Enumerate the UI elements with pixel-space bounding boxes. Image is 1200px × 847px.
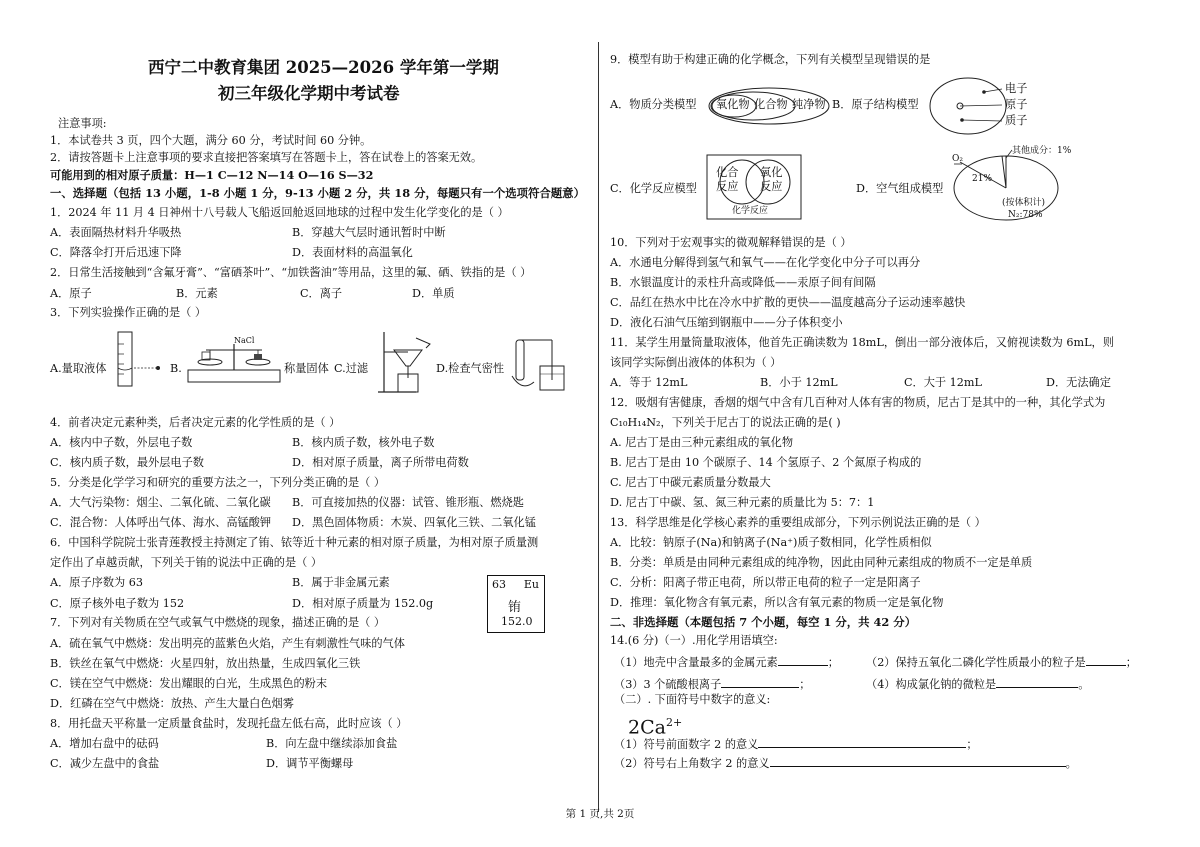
q10-option-b: B．水银温度计的汞柱升高或降低——汞原子间有间隔 <box>610 276 876 289</box>
filtration-figure <box>376 330 436 396</box>
q2-option-a: A．原子 <box>50 287 92 300</box>
q6-option-d: D．相对原子质量为 152.0g <box>292 597 434 610</box>
q13-stem: 13．科学思维是化学核心素养的重要组成部分，下列示例说法正确的是（ ） <box>610 516 986 529</box>
q3-option-b-text: 称量固体 <box>284 362 329 375</box>
q9-b-label-proton: 质子 <box>1005 114 1028 127</box>
q3-stem: 3．下列实验操作正确的是（ ） <box>50 306 207 319</box>
note-1: 1．本试卷共 3 页，四个大题，满分 60 分，考试时间 60 分钟。 <box>50 134 372 147</box>
q14-part-two-heading: （二）. 下面符号中数字的意义: <box>614 693 771 706</box>
q14-part-3-text: （3）3 个硫酸根离子 <box>614 678 722 691</box>
q9-c-label-reaction-2: 反应 <box>760 180 783 193</box>
q10-option-a: A．水通电分解得到氢气和氧气——在化学变化中分子可以再分 <box>610 256 921 269</box>
q9-c-label-reaction-1: 反应 <box>716 180 739 193</box>
q1-option-b: B．穿越大气层时通讯暂时中断 <box>292 226 446 239</box>
title-line-2: 初三年级化学期中考试卷 <box>218 84 400 103</box>
q13-option-a: A．比较：钠原子(Na)和钠离子(Na⁺)质子数相同，化学性质相似 <box>610 536 932 549</box>
q8-option-a: A．增加右盘中的砝码 <box>50 737 159 750</box>
q9-b-label-atom: 原子 <box>1005 98 1028 111</box>
q12-stem-1: 12．吸烟有害健康，香烟的烟气中含有几百种对人体有害的物质，尼古丁是其中的一种，其化学式为 <box>610 396 1106 409</box>
q9-stem: 9．模型有助于构建正确的化学概念，下列有关模型呈现错误的是 <box>610 53 931 66</box>
q14-part-4 <box>866 676 1089 692</box>
q8-stem: 8．用托盘天平称量一定质量食盐时，发现托盘左低右高，此时应该（ ） <box>50 717 408 730</box>
notes-heading: 注意事项: <box>58 117 107 130</box>
q14-blank-2[interactable] <box>1086 654 1126 666</box>
q11-option-c: C．大于 12mL <box>904 376 982 389</box>
element-symbol: Eu <box>523 578 539 591</box>
q14-blank-4[interactable] <box>996 676 1078 688</box>
q7-stem: 7．下列对有关物质在空气或氧气中燃烧的现象，描述正确的是（ ） <box>50 616 386 629</box>
q14-part-1 <box>614 654 839 670</box>
q14-part-4-text: （4）构成氯化钠的微粒是 <box>866 678 997 691</box>
q14-part-1-text: （1）地壳中含量最多的金属元素 <box>614 656 778 669</box>
q14-meaning-2 <box>614 755 1077 771</box>
q2-option-d: D．单质 <box>412 287 455 300</box>
q2-option-b: B．元素 <box>176 287 218 300</box>
q14-meaning-1-sep: ； <box>966 738 978 751</box>
q9-d-label-other: 其他成分：1% <box>1012 146 1072 156</box>
q4-option-d: D．相对原子质量，离子所带电荷数 <box>292 456 469 469</box>
q14-meaning-1 <box>614 736 978 752</box>
q11-stem-2: 该同学实际倒出液体的体积为（ ） <box>610 356 782 369</box>
q5-stem: 5．分类是化学学习和研究的重要方法之一，下列分类正确的是（ ） <box>50 476 386 489</box>
q8-option-b: B．向左盘中继续添加食盐 <box>266 737 398 750</box>
q3-option-a: A.量取液体 <box>50 362 107 375</box>
q8-option-d: D．调节平衡螺母 <box>266 757 354 770</box>
q1-option-d: D．表面材料的高温氧化 <box>292 246 413 259</box>
q3-nacl-label: NaCl <box>234 336 255 345</box>
q4-stem: 4．前者决定元素种类，后者决定元素的化学性质的是（ ） <box>50 416 341 429</box>
q9-c-label-chemical-reaction: 化学反应 <box>732 206 769 216</box>
atom-structure-figure <box>926 76 1006 136</box>
q7-option-d: D．红磷在空气中燃烧：放热、产生大量白色烟雾 <box>50 697 294 710</box>
q14-blank-3[interactable] <box>721 676 799 688</box>
atomic-masses: 可能用到的相对原子质量：H—1 C—12 N—14 O—16 S—32 <box>50 168 374 182</box>
q14-blank-5[interactable] <box>758 736 966 748</box>
q2-stem: 2．日常生活接触到“含氟牙膏”、“富硒茶叶”、“加铁酱油”等用品，这里的氟、硒、铁指的是（ ） <box>50 266 532 279</box>
q11-stem-1: 11．某学生用量筒量取液体，他首先正确读数为 18mL，倒出一部分液体后，又俯视读数为 6mL，则 <box>610 336 1114 349</box>
q6-option-a: A．原子序数为 63 <box>50 576 143 589</box>
q4-option-a: A．核内中子数，外层电子数 <box>50 436 193 449</box>
q11-option-a: A．等于 12mL <box>610 376 688 389</box>
q1-stem: 1．2024 年 11 月 4 日神州十八号载人飞船返回舱返回地球的过程中发生化学变化的是（ ） <box>50 206 509 219</box>
section-2-heading: 二、非选择题（本题包括 7 个小题，每空 1 分，共 42 分） <box>610 615 917 629</box>
q14-meaning-2-text: （2）符号右上角数字 2 的意义 <box>614 757 770 770</box>
q5-option-a: A．大气污染物：烟尘、二氧化硫、二氧化碳 <box>50 496 271 509</box>
q12-stem-2: C₁₀H₁₄N₂，下列关于尼古丁的说法正确的是( ) <box>610 416 841 429</box>
q12-option-d: D. 尼古丁中碳、氢、氮三种元素的质量比为 5：7：1 <box>610 496 875 509</box>
q14-part-4-end: 。 <box>1078 678 1090 691</box>
q14-blank-1[interactable] <box>778 654 828 666</box>
q14-part-3 <box>614 676 811 692</box>
air-composition-figure <box>952 150 1062 222</box>
section-1-heading: 一、选择题（包括 13 小题，1-8 小题 1 分，9-13 小题 2 分，共 18 分，每题只有一个选项符合题意） <box>50 186 585 200</box>
q7-option-b: B．铁丝在氧气中燃烧：火星四射，放出热量，生成四氧化三铁 <box>50 657 361 670</box>
element-name: 铕 <box>508 600 522 615</box>
q9-d-label-o2: O₂ <box>952 154 963 164</box>
q2-option-c: C．离子 <box>300 287 343 300</box>
q9-c-label-combination: 化合 <box>716 166 739 179</box>
q10-option-d: D．液化石油气压缩到钢瓶中——分子体积变小 <box>610 316 843 329</box>
q1-option-a: A．表面隔热材料升华吸热 <box>50 226 182 239</box>
q11-option-b: B．小于 12mL <box>760 376 838 389</box>
q12-option-c: C. 尼古丁中碳元素质量分数最大 <box>610 476 771 489</box>
q13-option-b: B．分类：单质是由同种元素组成的纯净物，因此由同种元素组成的物质不一定是单质 <box>610 556 1033 569</box>
q9-d-label-21pct: 21% <box>972 174 993 184</box>
q9-option-a: A．物质分类模型 <box>610 98 697 111</box>
q10-option-c: C．品红在热水中比在冷水中扩散的更快——温度越高分子运动速率越快 <box>610 296 966 309</box>
graduated-cylinder-figure <box>112 330 162 390</box>
q14-formula-text: 2Ca <box>628 716 666 739</box>
q6-stem-1: 6．中国科学院院士张青莲教授主持测定了铕、铱等近十种元素的相对原子质量，为相对原子质量测 <box>50 536 539 549</box>
column-divider <box>598 42 599 812</box>
q9-option-c: C．化学反应模型 <box>610 182 697 195</box>
q14-meaning-1-text: （1）符号前面数字 2 的意义 <box>614 738 759 751</box>
note-2: 2．请按答题卡上注意事项的要求直接把答案填写在答题卡上，答在试卷上的答案无效。 <box>50 151 483 164</box>
q14-formula <box>628 712 682 738</box>
q6-option-b: B．属于非金属元素 <box>292 576 390 589</box>
q6-option-c: C．原子核外电子数为 152 <box>50 597 185 610</box>
q7-option-a: A．硫在氧气中燃烧：发出明亮的蓝紫色火焰，产生有刺激性气味的气体 <box>50 637 405 650</box>
page-footer: 第 1 页,共 2页 <box>565 808 635 820</box>
element-atomic-number: 63 <box>492 578 506 591</box>
q3-option-d: D.检查气密性 <box>436 362 505 375</box>
q4-option-c: C．核内质子数，最外层电子数 <box>50 456 204 469</box>
q3-option-b: B. <box>170 362 182 375</box>
q9-a-label-pure: 纯净物 <box>792 98 826 111</box>
q14-stem: 14.(6 分)（一）.用化学用语填空: <box>610 634 778 647</box>
title-line-1: 西宁二中教育集团 2025—2026 学年第一学期 <box>148 58 499 77</box>
element-mass: 152.0 <box>501 615 533 628</box>
q12-option-a: A. 尼古丁是由三种元素组成的氧化物 <box>610 436 794 449</box>
q9-a-label-compound: 化合物 <box>754 98 788 111</box>
q9-option-d: D．空气组成模型 <box>856 182 944 195</box>
q11-option-d: D．无法确定 <box>1046 376 1111 389</box>
q9-c-label-oxidation: 氧化 <box>760 166 783 179</box>
q1-option-c: C．降落伞打开后迅速下降 <box>50 246 182 259</box>
q7-option-c: C．镁在空气中燃烧：发出耀眼的白光，生成黑色的粉末 <box>50 677 328 690</box>
q13-option-d: D．推理：氧化物含有氧元素，所以含有氧元素的物质一定是氧化物 <box>610 596 944 609</box>
q14-part-2 <box>866 654 1137 670</box>
q5-option-c: C．混合物：人体呼出气体、海水、高锰酸钾 <box>50 516 272 529</box>
q14-meaning-2-end: 。 <box>1065 757 1077 770</box>
q5-option-d: D．黑色固体物质：木炭、四氧化三铁、二氧化锰 <box>292 516 536 529</box>
q9-option-b: B．原子结构模型 <box>832 98 919 111</box>
q14-part-2-text: （2）保持五氧化二磷化学性质最小的粒子是 <box>866 656 1086 669</box>
q14-part-1-sep: ； <box>827 656 839 669</box>
airtightness-figure <box>512 332 566 398</box>
q8-option-c: C．减少左盘中的食盐 <box>50 757 160 770</box>
q6-stem-2: 定作出了卓越贡献，下列关于铕的说法中正确的是（ ） <box>50 556 323 569</box>
q12-option-b: B. 尼古丁是由 10 个碳原子、14 个氢原子、2 个氮原子构成的 <box>610 456 922 469</box>
q14-part-2-sep: ； <box>1125 656 1137 669</box>
q9-d-label-by-volume: (按体积计) <box>1002 198 1046 208</box>
q4-option-b: B．核内质子数，核外电子数 <box>292 436 435 449</box>
q10-stem: 10．下列对于宏观事实的微观解释错误的是（ ） <box>610 236 852 249</box>
q9-b-label-electron: 电子 <box>1005 82 1028 95</box>
q9-a-label-oxide: 氧化物 <box>716 98 750 111</box>
q9-d-label-n2: N₂:78% <box>1008 210 1043 220</box>
element-card-eu <box>487 575 545 633</box>
q14-part-3-sep: ； <box>799 678 811 691</box>
q13-option-c: C．分析：阳离子带正电荷，所以带正电荷的粒子一定是阳离子 <box>610 576 921 589</box>
q5-option-b: B．可直接加热的仪器：试管、锥形瓶、燃烧匙 <box>292 496 524 509</box>
q14-blank-6[interactable] <box>770 755 1066 767</box>
q14-formula-charge: 2+ <box>665 716 683 729</box>
q3-option-c: C.过滤 <box>334 362 369 375</box>
